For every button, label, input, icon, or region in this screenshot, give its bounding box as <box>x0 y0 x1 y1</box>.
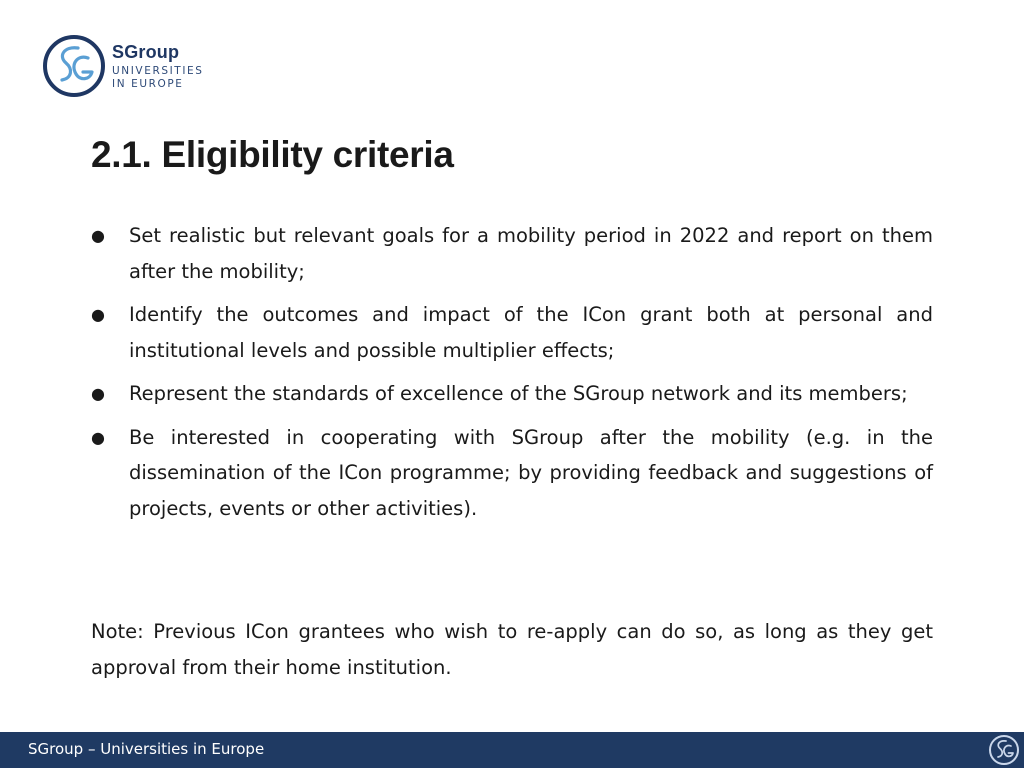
criteria-list <box>91 218 933 534</box>
footer-text: SGroup – Universities in Europe <box>28 740 265 758</box>
footer-bar <box>0 732 1024 768</box>
sgroup-logo-icon <box>42 34 106 98</box>
criteria-item <box>91 376 933 412</box>
note-text: Note: Previous ICon grantees who wish to re-apply can do so, as long as they get approval from their home institution. <box>91 620 933 679</box>
criteria-item-text: Set realistic but relevant goals for a mobility period in 2022 and report on them after the mobility; <box>129 224 933 283</box>
logo-brand: SGroup <box>112 42 180 62</box>
sgroup-footer-logo-icon <box>988 734 1020 766</box>
logo-wordmark <box>112 43 204 91</box>
bullet-icon: ● <box>91 384 105 403</box>
criteria-item-text: Be interested in cooperating with SGroup after the mobility (e.g. in the dissemination of the ICon programme; by providing feedback and suggestions of projects, events or other activities). <box>129 425 933 520</box>
logo-line-1: UNIVERSITIES <box>112 65 204 77</box>
bullet-icon: ● <box>91 305 105 324</box>
page-title: 2.1. Eligibility criteria <box>91 134 454 175</box>
bullet-icon: ● <box>91 226 105 245</box>
sgroup-logo <box>42 34 204 98</box>
bullet-icon: ● <box>91 427 105 447</box>
criteria-item <box>91 218 933 289</box>
criteria-item-text: Identify the outcomes and impact of the ICon grant both at personal and institutional levels and possible multiplier effects; <box>129 303 933 362</box>
criteria-item <box>91 297 933 368</box>
criteria-item <box>91 420 933 527</box>
criteria-item-text: Represent the standards of excellence of the SGroup network and its members; <box>129 382 908 405</box>
logo-line-2: IN EUROPE <box>112 78 184 90</box>
